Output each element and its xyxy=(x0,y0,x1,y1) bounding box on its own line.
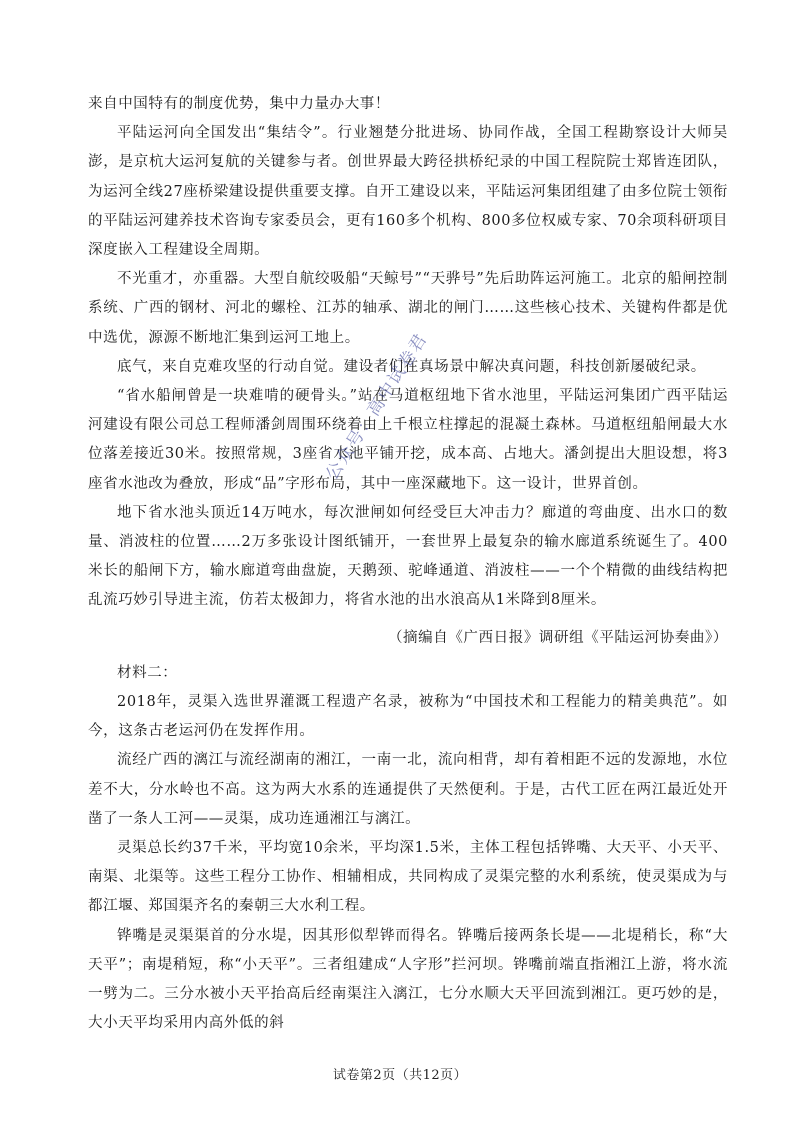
paragraph-water-corridor: 地下省水池头顶近14万吨水，每次泄闸如何经受巨大冲击力？廊道的弯曲度、出水口的数量、消波柱的位置……2万多张设计图纸铺开，一套世界上最复杂的输水廊道系统诞生了。400米长的船闸下方，输水廊道弯曲盘旋，天鹅颈、驼峰通道、消波柱——一个个精微的曲线结构把乱流巧妙引导进主流，仿若太极卸力，将省水池的出水浪高从1米降到8厘米。 xyxy=(88,504,728,609)
paragraph-continuation: 来自中国特有的制度优势，集中力量办大事！ xyxy=(88,96,390,112)
paragraph-ship-lock: “省水船闸曾是一块难啃的硬骨头。”站在马道枢纽地下省水池里，平陆运河集团广西平陆运河建设有限公司总工程师潘剑周围环绕着由上千根立柱撑起的混凝土森林。马道枢纽船闸最大水位落差接近30米。按照常规，3座省水池平铺开挖，成本高、占地大。潘剑提出大胆设想，将3座省水池改为叠放，形成“品”字形布局，其中一座深藏地下。这一设计，世界首创。 xyxy=(88,388,728,492)
paragraph-equipment: 不光重才，亦重器。大型自航绞吸船“天鲸号”“天骅号”先后助阵运河施工。北京的船闸控制系统、广西的钢材、河北的螺栓、江苏的轴承、湖北的闸门……这些核心技术、关键构件都是优中选优，源源不断地汇集到运河工地上。 xyxy=(88,271,728,346)
source-citation: （摘编自《广西日报》调研组《平陆运河协奏曲》） xyxy=(387,629,728,646)
watermark-stamp: 公众号：高中试卷君 xyxy=(322,329,433,484)
page-footer: 试卷第2页（共12页） xyxy=(332,1068,468,1083)
paragraph-mobilization: 平陆运河向全国发出“集结令”。行业翘楚分批进场、协同作战，全国工程勘察设计大师吴澎，是京杭大运河复航的关键参与者。创世界最大跨径拱桥纪录的中国工程院院士郑皆连团队，为运河全线27座桥梁建设提供重要支撑。自开工建设以来，平陆运河集团组建了由多位院士领衔的平陆运河建养技术咨询专家委员会，更有160多个机构、800多位权威专家、70余项科研项目深度嵌入工程建设全周期。 xyxy=(88,125,728,259)
paragraph-two-rivers: 流经广西的漓江与流经湖南的湘江，一南一北，流向相背，却有着相距不远的发源地，水位差不大，分水岭也不高。这为两大水系的连通提供了天然便利。于是，古代工匠在两江最近处开凿了一条人工河——灵渠，成功连通湘江与漓江。 xyxy=(88,752,728,827)
paragraph-lingqu-heritage: 2018年，灵渠入选世界灌溉工程遗产名录，被称为“中国技术和工程能力的精美典范”。如今，这条古老运河仍在发挥作用。 xyxy=(88,694,728,740)
article-body xyxy=(88,90,728,1039)
paragraph-lingqu-dimensions: 灵渠总长约37千米，平均宽10余米，平均深1.5米，主体工程包括铧嘴、大天平、小天平、南渠、北渠等。这些工程分工协作、相辅相成，共同构成了灵渠完整的水利系统，使灵渠成为与都江堰、郑国渠齐名的秦朝三大水利工程。 xyxy=(88,840,728,915)
paragraph-confidence: 底气，来自克难攻坚的行动自觉。建设者们在真场景中解决真问题，科技创新屡破纪录。 xyxy=(117,358,706,375)
material-two-label: 材料二： xyxy=(117,664,178,681)
paragraph-huazui: 铧嘴是灵渠渠首的分水堤，因其形似犁铧而得名。铧嘴后接两条长堤——北堤稍长，称“大天平”；南堤稍短，称“小天平”。三者组建成“人字形”拦河坝。铧嘴前端直指湘江上游，将水流一劈为二。三分水被小天平抬高后经南渠注入漓江，七分水顺大天平回流到湘江。更巧妙的是，大小天平均采用内高外低的斜 xyxy=(88,927,728,1032)
